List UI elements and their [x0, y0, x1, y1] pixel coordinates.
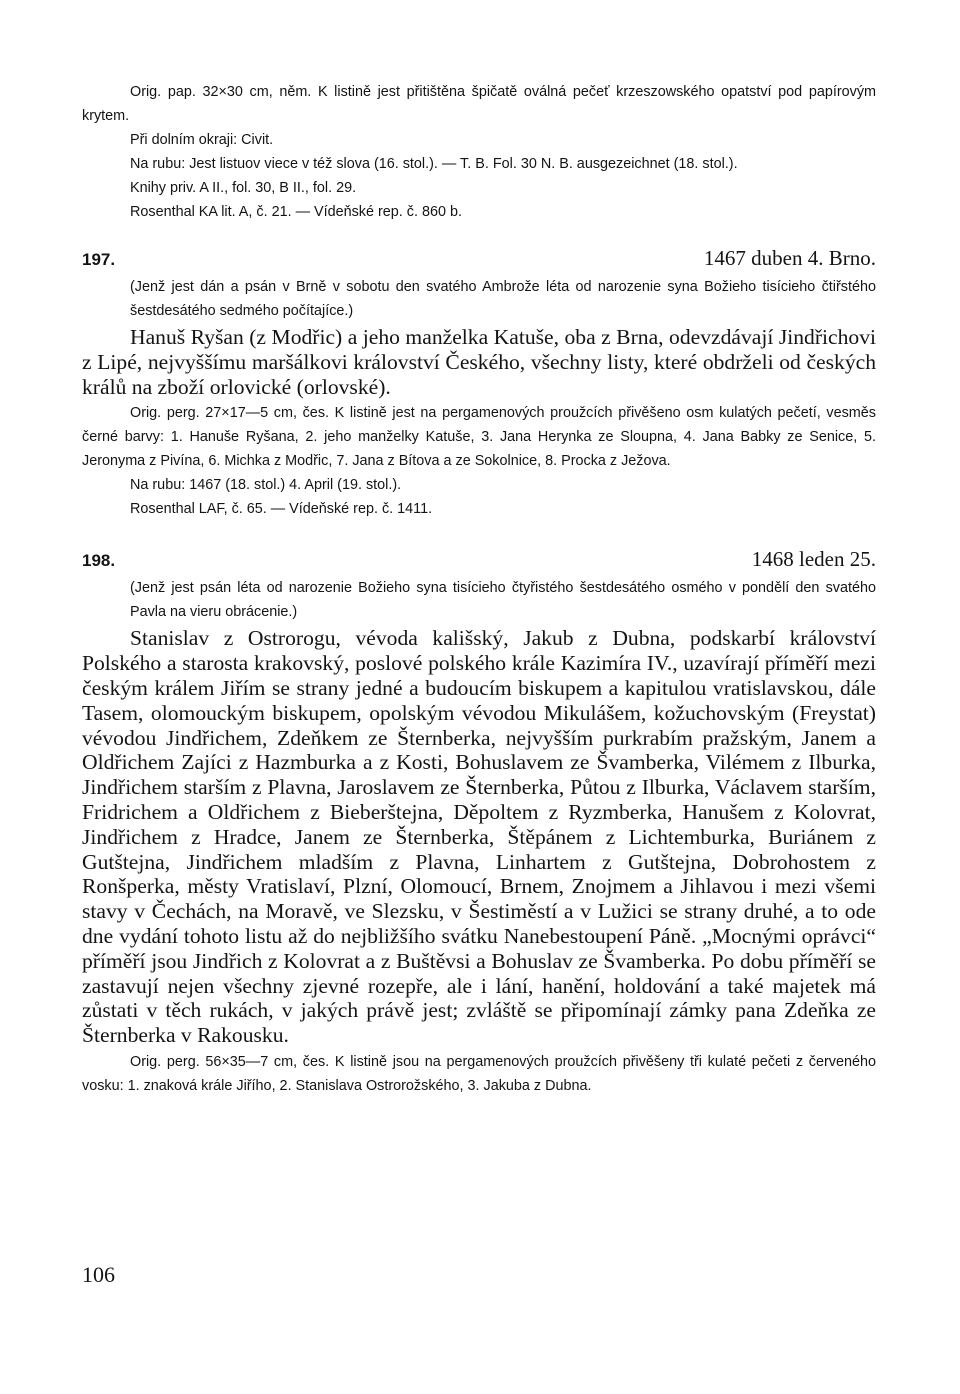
entry-198-notes	[82, 1050, 876, 1098]
entry-197-body-block	[82, 325, 876, 399]
page-number: 106	[82, 1262, 115, 1287]
entry-198-date: 1468 leden 25.	[751, 547, 876, 572]
note-rubu-prev: Na rubu: Jest listuov viece v též slova (16. stol.). — T. B. Fol. 30 N. B. ausgezeichnet (18. stol.).	[130, 156, 738, 172]
note-orig-prev: Orig. pap. 32×30 cm, něm. K listině jest přitištěna špičatě oválná pečeť krzeszowského opatství pod papírovým krytem.	[82, 84, 876, 124]
entry-197-notes	[82, 401, 876, 521]
entry-198-body-block	[82, 626, 876, 1048]
entry-198	[82, 547, 876, 1098]
entry-197-note-orig: Orig. perg. 27×17—5 cm, čes. K listině jest na pergamenových proužcích přivěšeno osm kulatých pečetí, vesměs černé barvy: 1. Hanuše Ryšana, 2. jeho manželky Katuše, 3. Jana Herynka ze Sloupna, 4. Jana Babky ze Senice, 5. Jeronyma z Pivína, 6. Michka z Modřic, 7. Jana z Bítova a ze Sokolnice, 8. Procka z Ježova.	[82, 405, 876, 470]
note-okraj: Při dolním okraji: Civit.	[130, 132, 274, 148]
top-notes	[82, 80, 876, 224]
note-knihy: Knihy priv. A II., fol. 30, B II., fol. 29.	[130, 180, 357, 196]
note-rosenthal-prev: Rosenthal KA lit. A, č. 21. — Vídeňské rep. č. 860 b.	[130, 204, 462, 220]
entry-197-header	[82, 246, 876, 271]
entry-197-body: Hanuš Ryšan (z Modřic) a jeho manželka Katuše, oba z Brna, odevzdávají Jindřichovi z Lipé, nejvyššímu maršálkovi království Českého, všechny listy, které obdrželi od českých králů na zboží orlovické (orlovské).	[82, 325, 876, 399]
entry-198-quote: (Jenž jest psán léta od narozenie Božieho syna tisícieho čtyřistého šestdesátého osmého v pondělí den svatého Pavla na vieru obrácenie.)	[130, 580, 876, 621]
entry-197	[82, 246, 876, 521]
entry-198-number: 198.	[82, 551, 116, 571]
entry-197-note-rubu: Na rubu: 1467 (18. stol.) 4. April (19. stol.).	[130, 477, 402, 494]
entry-197-number: 197.	[82, 250, 116, 269]
entry-197-quote: (Jenž jest dán a psán v Brně v sobotu den svatého Ambrože léta od narozenie syna Božieho tisícieho čtiřstého šestdesátého sedmého počítajíce.)	[130, 279, 876, 319]
entry-197-date: 1467 duben 4. Brno.	[703, 246, 876, 270]
entry-197-note-ref: Rosenthal LAF, č. 65. — Vídeňské rep. č. 1411.	[130, 501, 433, 518]
entry-198-body: Stanislav z Ostrorogu, vévoda kališský, Jakub z Dubna, podskarbí království Polského a starosta krakovský, poslové polského krále Kazimíra IV., uzavírají příměří mezi českým králem Jiřím se strany jedné a budoucím biskupem a kapitulou vratislavskou, dále Tasem, olomouckým biskupem, opolským vévodou Mikulášem, kožuchovským (Freystat) vévodou Jindřichem, Zdeňkem ze Šternberka, nejvyšším purkrabím pražským, Janem a Oldřichem Zajíci z Hazmburka a z Kosti, Bohuslavem ze Švamberka, Vilémem z Ilburka, Jindřichem starším z Plavna, Jaroslavem ze Šternberka, Půtou z Ilburka, Václavem starším, Fridrichem a Oldřichem z Bieberštejna, Děpoltem z Ryzmberka, Hanušem z Kolovrat, Jindřichem z Hradce, Janem ze Šternberka, Štěpánem z Lichtemburka, Buriánem z Gutštejna, Jindřichem mladším z Plavna, Linhartem z Gutštejna, Dobrohostem z Ronšperka, městy Vratislaví, Plzní, Olomoucí, Brnem, Znojmem a Jihlavou i mezi všemi stavy v Čechách, na Moravě, ve Slezsku, v Šestiměstí a v Lužici se strany druhé, a to ode dne vydání tohoto listu až do nejbližšího svátku Nanebestoupení Páně. „Mocnými oprávci“ příměří jsou Jindřich z Kolovrat a z Buštěvsi a Bohuslav ze Švamberka. Po dobu příměří se zastavují nejen všechny zjevné rozepře, ale i lání, hanění, holdování a také majetek má zůstati v těch rukách, v jakých právě jest; zvláště se připomínají zámky pana Zdeňka ze Šternberka v Rakousku.	[82, 626, 876, 1048]
entry-198-header	[82, 547, 876, 572]
entry-198-note-orig: Orig. perg. 56×35—7 cm, čes. K listině jsou na pergamenových proužcích přivěšeny tři kulaté pečeti z červeného vosku: 1. znaková krále Jiřího, 2. Stanislava Ostrorožského, 3. Jakuba z Dubna.	[82, 1053, 876, 1094]
document-page	[82, 80, 876, 1098]
